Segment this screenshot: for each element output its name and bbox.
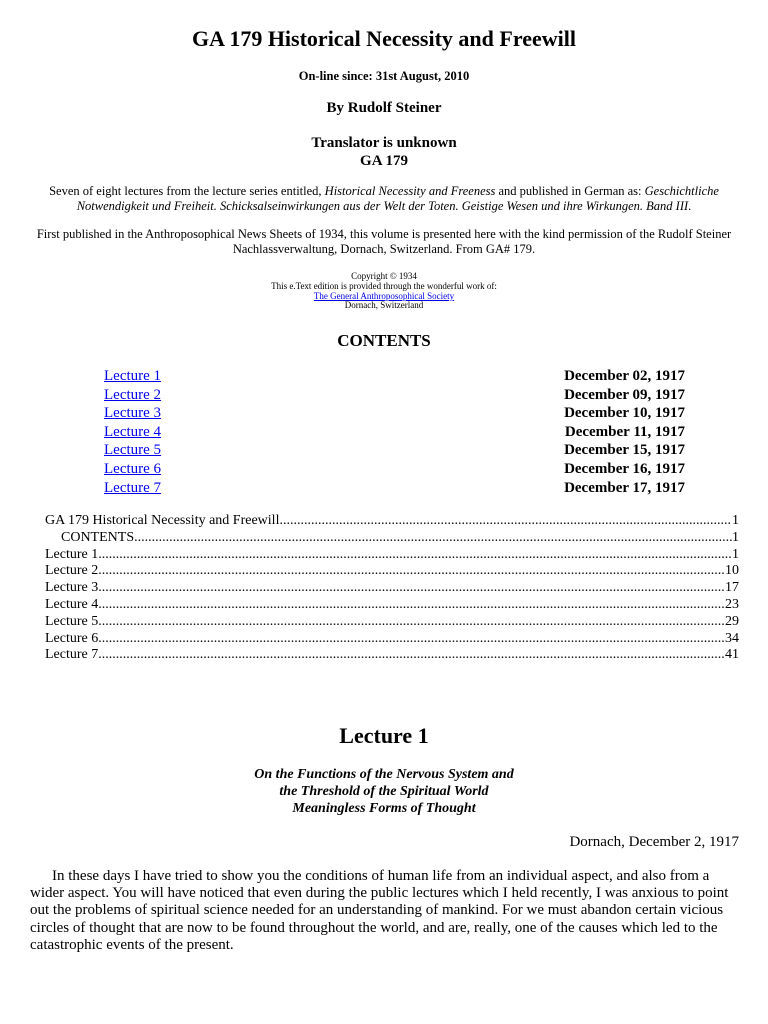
lecture-3-link[interactable]: Lecture 3 (104, 405, 162, 422)
toc-leader (98, 597, 725, 614)
toc-leader (134, 530, 732, 547)
toc-leader (98, 563, 725, 580)
lecture-date: December 16, 1917 (564, 460, 685, 477)
intro-paragraph-2: First published in the Anthroposophical News Sheets of 1934, this volume is presented here with the kind permission of the Rudolf Steiner Nachlassverwaltung, Dornach, Switzerland. From GA# 179. (36, 227, 732, 256)
toc-label: Lecture 2 (45, 563, 99, 579)
toc-row (45, 547, 739, 564)
lecture-2-link[interactable]: Lecture 2 (104, 386, 162, 403)
toc-leader (279, 513, 732, 530)
toc-label: CONTENTS (61, 529, 135, 545)
contents-row (104, 423, 685, 442)
intro-paragraph-1: Seven of eight lectures from the lecture series entitled, Historical Necessity and Freeness and published in German as: Geschichtliche Notwendigkeit und Freiheit. Schicksalseinwirkungen aus der Welt der Toten. Geistige Wesen und ihre Wirkungen. Band III. (49, 184, 719, 213)
toc-label: Lecture 4 (45, 596, 99, 612)
toc-row (45, 647, 739, 664)
toc-page: 1 (732, 529, 739, 545)
location-line: Dornach, Switzerland (344, 300, 424, 311)
contents-row (104, 404, 685, 423)
contents-row (104, 386, 685, 405)
author-line: By Rudolf Steiner (326, 100, 442, 116)
toc-page: 29 (725, 613, 739, 629)
translator-block (0, 134, 768, 170)
copyright-line: Copyright © 1934 (351, 271, 417, 281)
online-since: On-line since: 31st August, 2010 (298, 69, 470, 83)
toc-page: 17 (725, 580, 739, 596)
toc-label: Lecture 5 (45, 613, 99, 629)
lecture-date: December 15, 1917 (564, 442, 685, 459)
contents-row (104, 479, 685, 498)
toc-row (45, 530, 739, 547)
lecture-date: December 17, 1917 (564, 479, 685, 496)
lecture-1-link[interactable]: Lecture 1 (104, 368, 162, 384)
lecture-date: December 11, 1917 (564, 423, 685, 440)
toc-row (45, 631, 739, 648)
toc-page: 10 (725, 563, 739, 579)
toc-page: 41 (725, 647, 739, 663)
document-title: GA 179 Historical Necessity and Freewill (192, 26, 576, 51)
contents-row (104, 367, 685, 386)
toc-row (45, 614, 739, 631)
lecture-7-link[interactable]: Lecture 7 (104, 479, 162, 496)
toc-label: Lecture 3 (45, 580, 99, 596)
society-link[interactable]: The General Anthroposophical Society (313, 290, 455, 301)
toc-label: Lecture 7 (45, 647, 99, 663)
toc-row (45, 513, 739, 530)
toc-leader (98, 647, 725, 664)
subtitle-line: the Threshold of the Spiritual World (279, 784, 489, 799)
toc-label: Lecture 6 (45, 630, 99, 646)
lecture-date: December 10, 1917 (564, 405, 685, 422)
toc-leader (98, 580, 725, 597)
contents-table (104, 367, 685, 497)
place-date: Dornach, December 2, 1917 (569, 834, 739, 850)
copyright-block (0, 272, 768, 311)
lecture-heading: Lecture 1 (339, 723, 429, 748)
toc-leader (98, 614, 725, 631)
lecture-date: December 02, 1917 (564, 368, 685, 384)
toc-row (45, 580, 739, 597)
translator-line: Translator is unknown (311, 135, 457, 151)
contents-heading: CONTENTS (337, 331, 431, 350)
subtitle-line: On the Functions of the Nervous System and (254, 767, 514, 782)
toc-page: 23 (725, 596, 739, 612)
table-of-contents (45, 513, 739, 664)
toc-leader (98, 631, 725, 648)
body-paragraph: In these days I have tried to show you the conditions of human life from an individual aspect, and also from a wider aspect. You will have noticed that even during the public lectures which I held recently, I was anxious to point out the problems of spiritual science needed for an understanding of mankind. For we must abandon certain vicious circles of thought that are now to be found throughout the world, and are, really, one of the causes which led to the catastrophic events of the present. (30, 868, 729, 953)
lecture-subtitle (0, 766, 768, 817)
toc-page: 1 (732, 546, 739, 562)
lecture-6-link[interactable]: Lecture 6 (104, 460, 162, 477)
contents-row (104, 441, 685, 460)
provided-line: This e.Text edition is provided through the wonderful work of: (271, 280, 497, 291)
toc-row (45, 563, 739, 580)
toc-page: 1 (732, 513, 739, 528)
lecture-4-link[interactable]: Lecture 4 (104, 423, 162, 440)
subtitle-line: Meaningless Forms of Thought (292, 801, 476, 816)
toc-page: 34 (725, 630, 739, 646)
ga-number: GA 179 (360, 153, 408, 169)
toc-leader (98, 547, 732, 564)
toc-label: Lecture 1 (45, 546, 99, 562)
contents-row (104, 460, 685, 479)
lecture-5-link[interactable]: Lecture 5 (104, 442, 162, 459)
toc-label: GA 179 Historical Necessity and Freewill (45, 513, 280, 528)
toc-row (45, 597, 739, 614)
lecture-date: December 09, 1917 (564, 386, 685, 403)
